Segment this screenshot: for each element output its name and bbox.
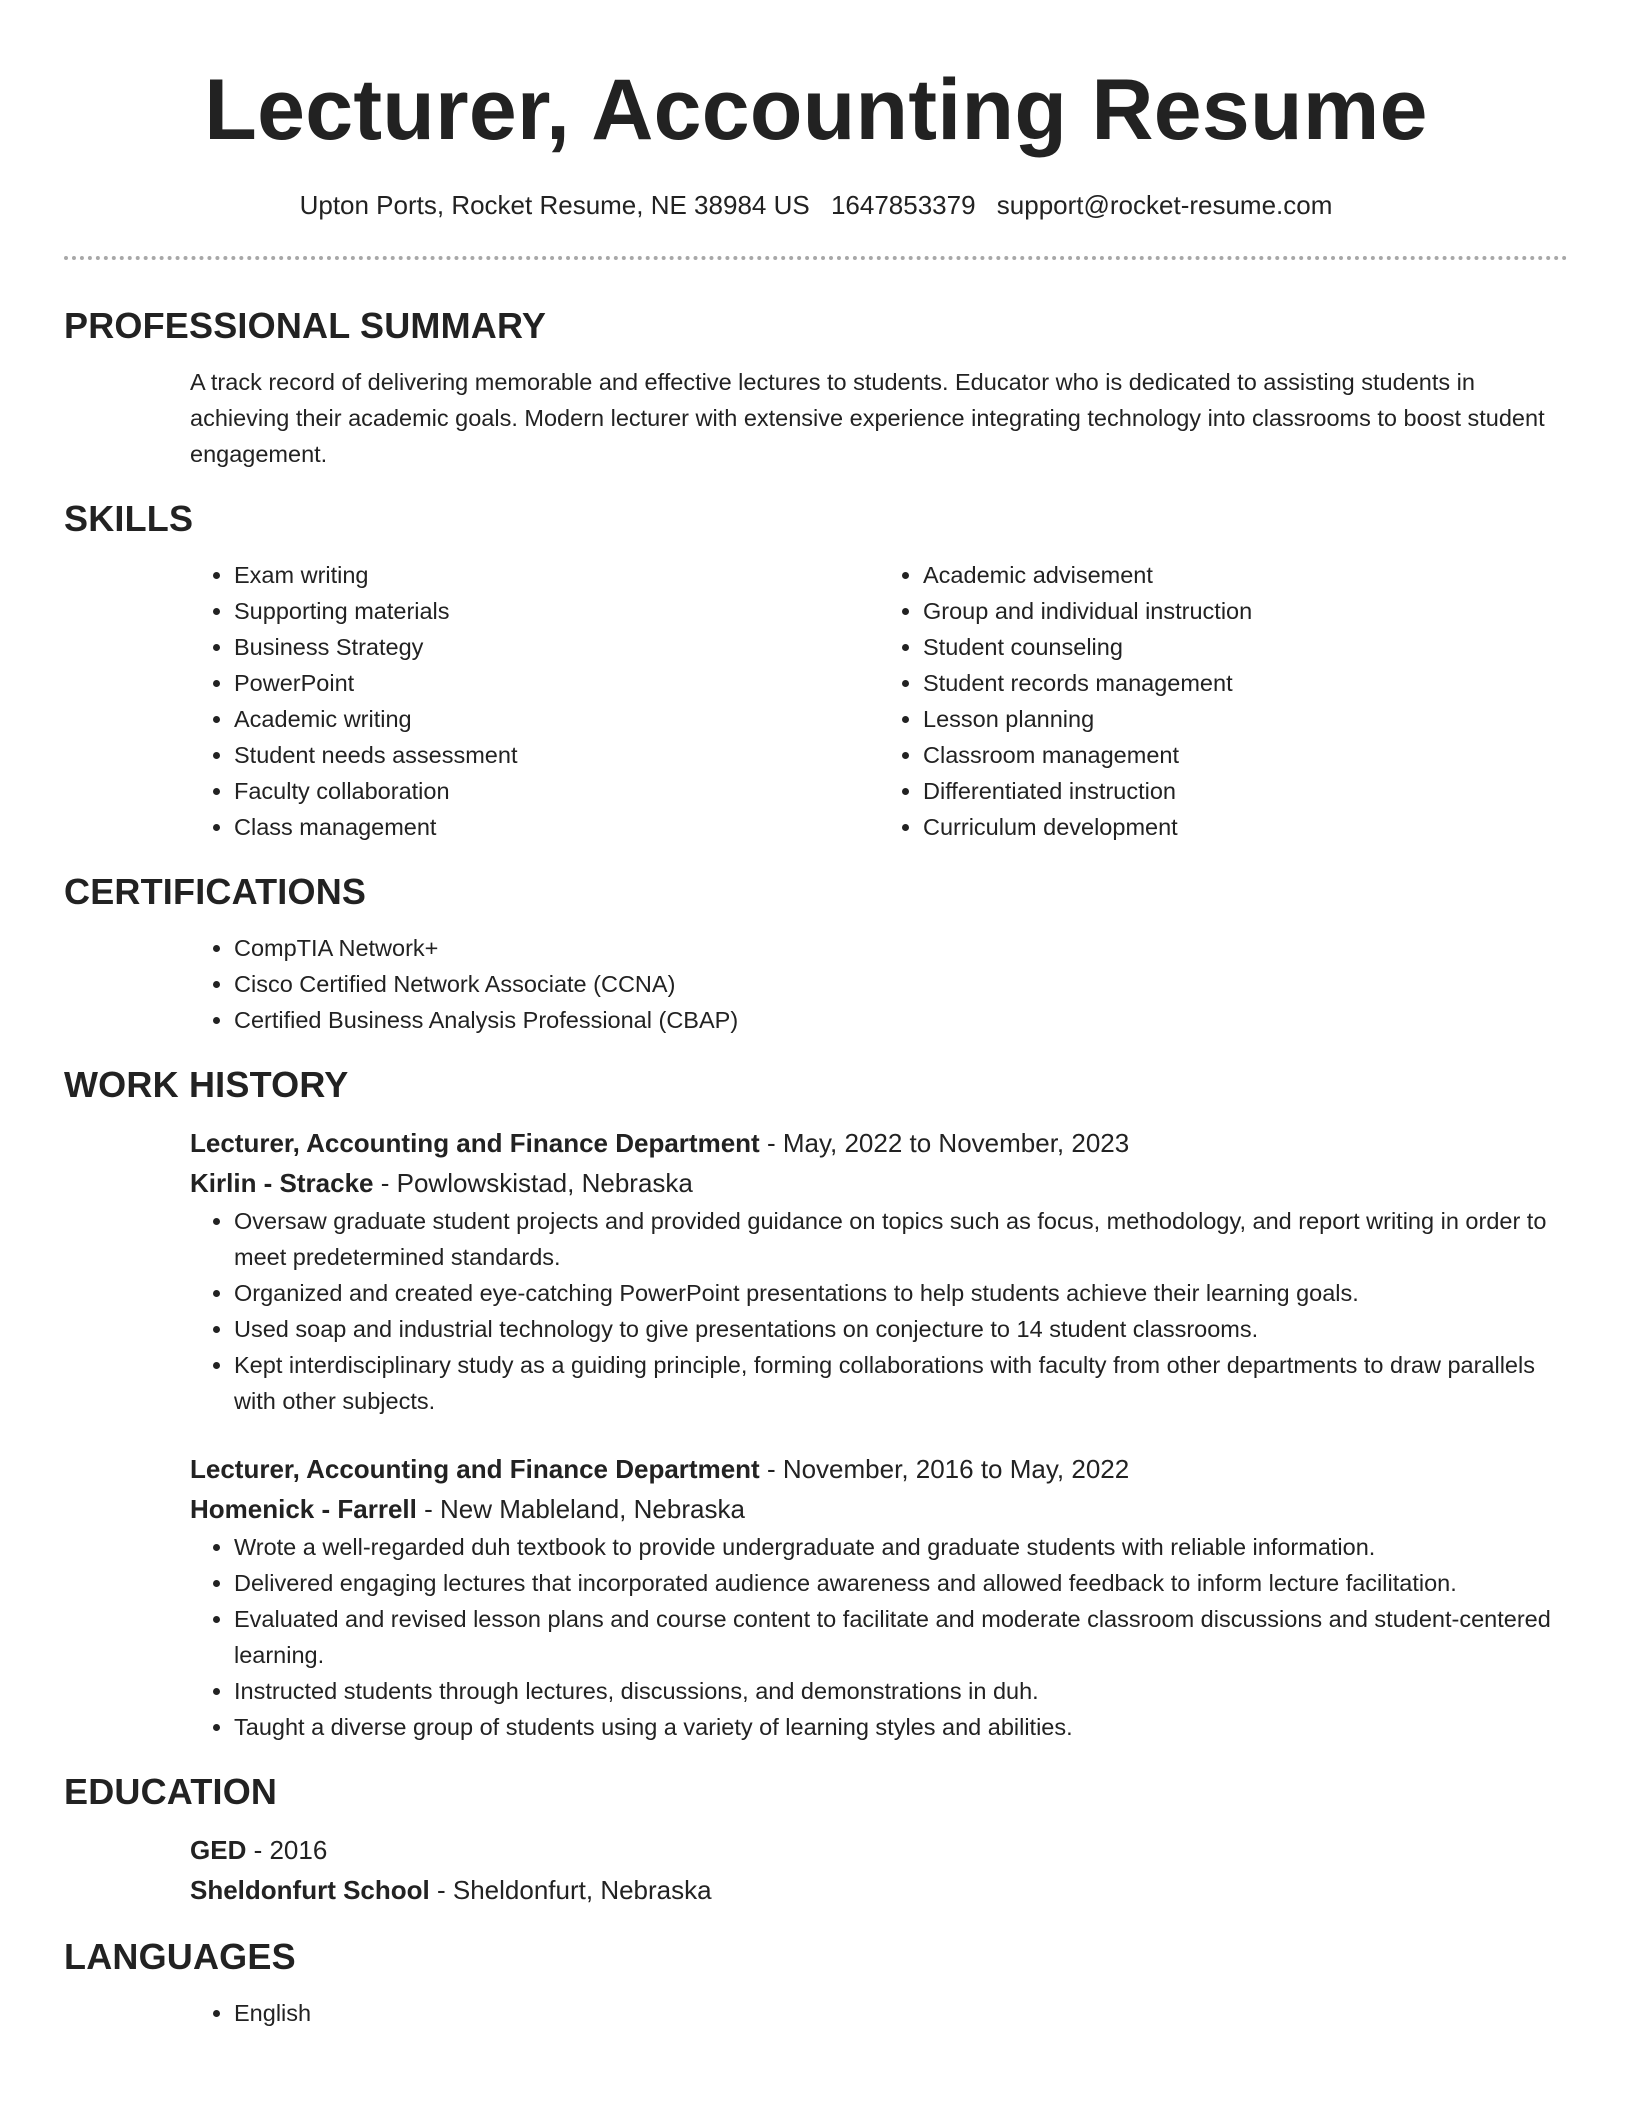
- skill-item: • Academic writing: [234, 701, 879, 737]
- job-bullet: • Taught a diverse group of students using a variety of learning styles and abilities.: [234, 1709, 1568, 1745]
- header-divider: [64, 256, 1568, 260]
- skill-item: • Group and individual instruction: [923, 593, 1568, 629]
- skill-item: • Curriculum development: [923, 809, 1568, 845]
- job-company-line: [190, 1489, 1568, 1529]
- job-bullet-list: [190, 1203, 1568, 1419]
- summary-heading: PROFESSIONAL SUMMARY: [64, 305, 547, 346]
- summary-section: [190, 364, 1568, 472]
- skills-heading: SKILLS: [64, 498, 194, 539]
- job-dates: - May, 2022 to November, 2023: [766, 1128, 1130, 1158]
- job-title: Lecturer, Accounting and Finance Department: [190, 1128, 760, 1158]
- education-section: [190, 1830, 1568, 1910]
- job-title-line: [190, 1449, 1568, 1489]
- languages-list: [190, 1995, 1568, 2031]
- skill-item: • Exam writing: [234, 557, 879, 593]
- education-heading: EDUCATION: [64, 1771, 278, 1812]
- certification-item: • CompTIA Network+: [234, 930, 1568, 966]
- skill-item: • Differentiated instruction: [923, 773, 1568, 809]
- contact-line: [64, 188, 1568, 222]
- contact-address: Upton Ports, Rocket Resume, NE 38984 US: [299, 190, 810, 220]
- skills-list-left: [190, 557, 879, 845]
- education-degree: GED: [190, 1835, 247, 1865]
- contact-phone: 1647853379: [830, 190, 976, 220]
- skill-item: • Supporting materials: [234, 593, 879, 629]
- resume-title: Lecturer, Accounting Resume: [204, 62, 1428, 158]
- education-location: - Sheldonfurt, Nebraska: [437, 1875, 712, 1905]
- job-company: Kirlin - Stracke: [190, 1168, 374, 1198]
- certification-item: • Cisco Certified Network Associate (CCNA): [234, 966, 1568, 1002]
- skills-list-right: [879, 557, 1568, 845]
- job-location: - Powlowskistad, Nebraska: [380, 1168, 693, 1198]
- contact-email: support@rocket-resume.com: [996, 190, 1333, 220]
- languages-section: [190, 1995, 1568, 2031]
- education-school: Sheldonfurt School: [190, 1875, 430, 1905]
- skills-section: [190, 557, 1568, 845]
- skill-item: • Student needs assessment: [234, 737, 879, 773]
- job-bullet: • Used soap and industrial technology to give presentations on conjecture to 14 student classrooms.: [234, 1311, 1568, 1347]
- job-bullet: • Kept interdisciplinary study as a guiding principle, forming collaborations with faculty from other departments to draw parallels with other subjects.: [234, 1347, 1568, 1419]
- job-entry: [190, 1123, 1568, 1419]
- job-company: Homenick - Farrell: [190, 1494, 417, 1524]
- job-bullet: • Organized and created eye-catching PowerPoint presentations to help students achieve their learning goals.: [234, 1275, 1568, 1311]
- job-bullet: • Evaluated and revised lesson plans and course content to facilitate and moderate classroom discussions and student-centered learning.: [234, 1601, 1568, 1673]
- skill-item: • Faculty collaboration: [234, 773, 879, 809]
- skill-item: • Class management: [234, 809, 879, 845]
- skill-item: • PowerPoint: [234, 665, 879, 701]
- certifications-section: [190, 930, 1568, 1038]
- job-bullet: • Instructed students through lectures, discussions, and demonstrations in duh.: [234, 1673, 1568, 1709]
- certification-item: • Certified Business Analysis Professional (CBAP): [234, 1002, 1568, 1038]
- summary-text: A track record of delivering memorable and effective lectures to students. Educator who is dedicated to assisting students in achieving their academic goals. Modern lecturer with extensive experience integrating technology into classrooms to boost student engagement.: [190, 369, 1545, 467]
- job-entry: [190, 1449, 1568, 1745]
- job-bullet: • Delivered engaging lectures that incorporated audience awareness and allowed feedback to inform lecture facilitation.: [234, 1565, 1568, 1601]
- education-year: - 2016: [253, 1835, 328, 1865]
- job-location: - New Mableland, Nebraska: [424, 1494, 745, 1524]
- skill-item: • Business Strategy: [234, 629, 879, 665]
- language-item: • English: [234, 1995, 1568, 2031]
- languages-heading: LANGUAGES: [64, 1936, 296, 1977]
- skill-item: • Academic advisement: [923, 557, 1568, 593]
- certifications-list: [190, 930, 1568, 1038]
- job-dates: - November, 2016 to May, 2022: [766, 1454, 1130, 1484]
- job-bullet: • Wrote a well-regarded duh textbook to provide undergraduate and graduate students with reliable information.: [234, 1529, 1568, 1565]
- certifications-heading: CERTIFICATIONS: [64, 871, 367, 912]
- skill-item: • Classroom management: [923, 737, 1568, 773]
- work-history-heading: WORK HISTORY: [64, 1064, 349, 1105]
- job-bullet-list: [190, 1529, 1568, 1745]
- job-company-line: [190, 1163, 1568, 1203]
- job-title: Lecturer, Accounting and Finance Department: [190, 1454, 760, 1484]
- resume-page: [64, 0, 1568, 2031]
- education-degree-line: [190, 1830, 1568, 1870]
- job-title-line: [190, 1123, 1568, 1163]
- education-school-line: [190, 1870, 1568, 1910]
- skill-item: • Student counseling: [923, 629, 1568, 665]
- skill-item: • Lesson planning: [923, 701, 1568, 737]
- skill-item: • Student records management: [923, 665, 1568, 701]
- work-history-section: [190, 1123, 1568, 1745]
- job-bullet: • Oversaw graduate student projects and provided guidance on topics such as focus, methodology, and report writing in order to meet predetermined standards.: [234, 1203, 1568, 1275]
